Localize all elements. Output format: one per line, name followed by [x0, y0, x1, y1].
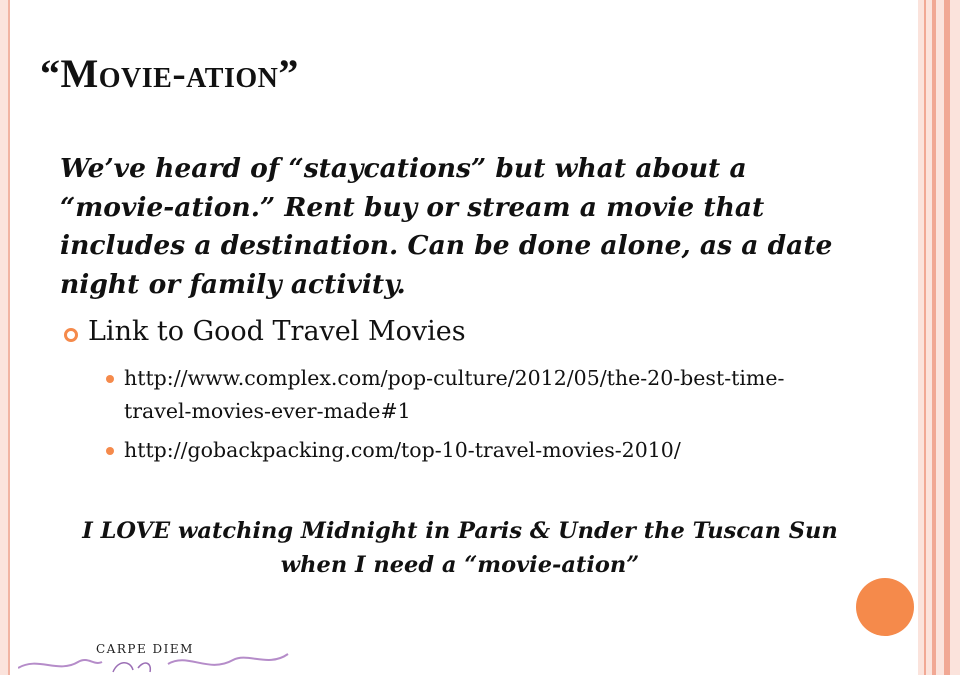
dot-bullet-icon	[106, 447, 114, 455]
left-border-decoration	[0, 0, 10, 675]
bullet-label: Link to Good Travel Movies	[88, 316, 466, 347]
complex-link[interactable]: http://www.complex.com/pop-culture/2012/05/the-20-best-time-travel-movies-ever-made#1	[124, 366, 785, 423]
gobackpacking-link[interactable]: http://gobackpacking.com/top-10-travel-movies-2010/	[124, 438, 681, 462]
intro-text: We’ve heard of “staycations” but what about a “movie-ation.” Rent buy or stream a movie that includes a destination. Can be done alone, as a date night or family activity.	[60, 153, 833, 300]
logo-text: CARPE DIEM	[96, 642, 194, 656]
dot-bullet-icon	[106, 375, 114, 383]
right-border-decoration	[918, 0, 960, 675]
footer-text: I LOVE watching Midnight in Paris & Under the Tuscan Sun when I need a “movie-ation”	[82, 518, 838, 578]
link-item	[106, 434, 821, 467]
ring-bullet-icon	[64, 328, 78, 342]
link-item	[106, 362, 821, 428]
slide-title: “Movie-ation”	[40, 51, 299, 96]
orange-circle-decoration	[856, 578, 914, 636]
